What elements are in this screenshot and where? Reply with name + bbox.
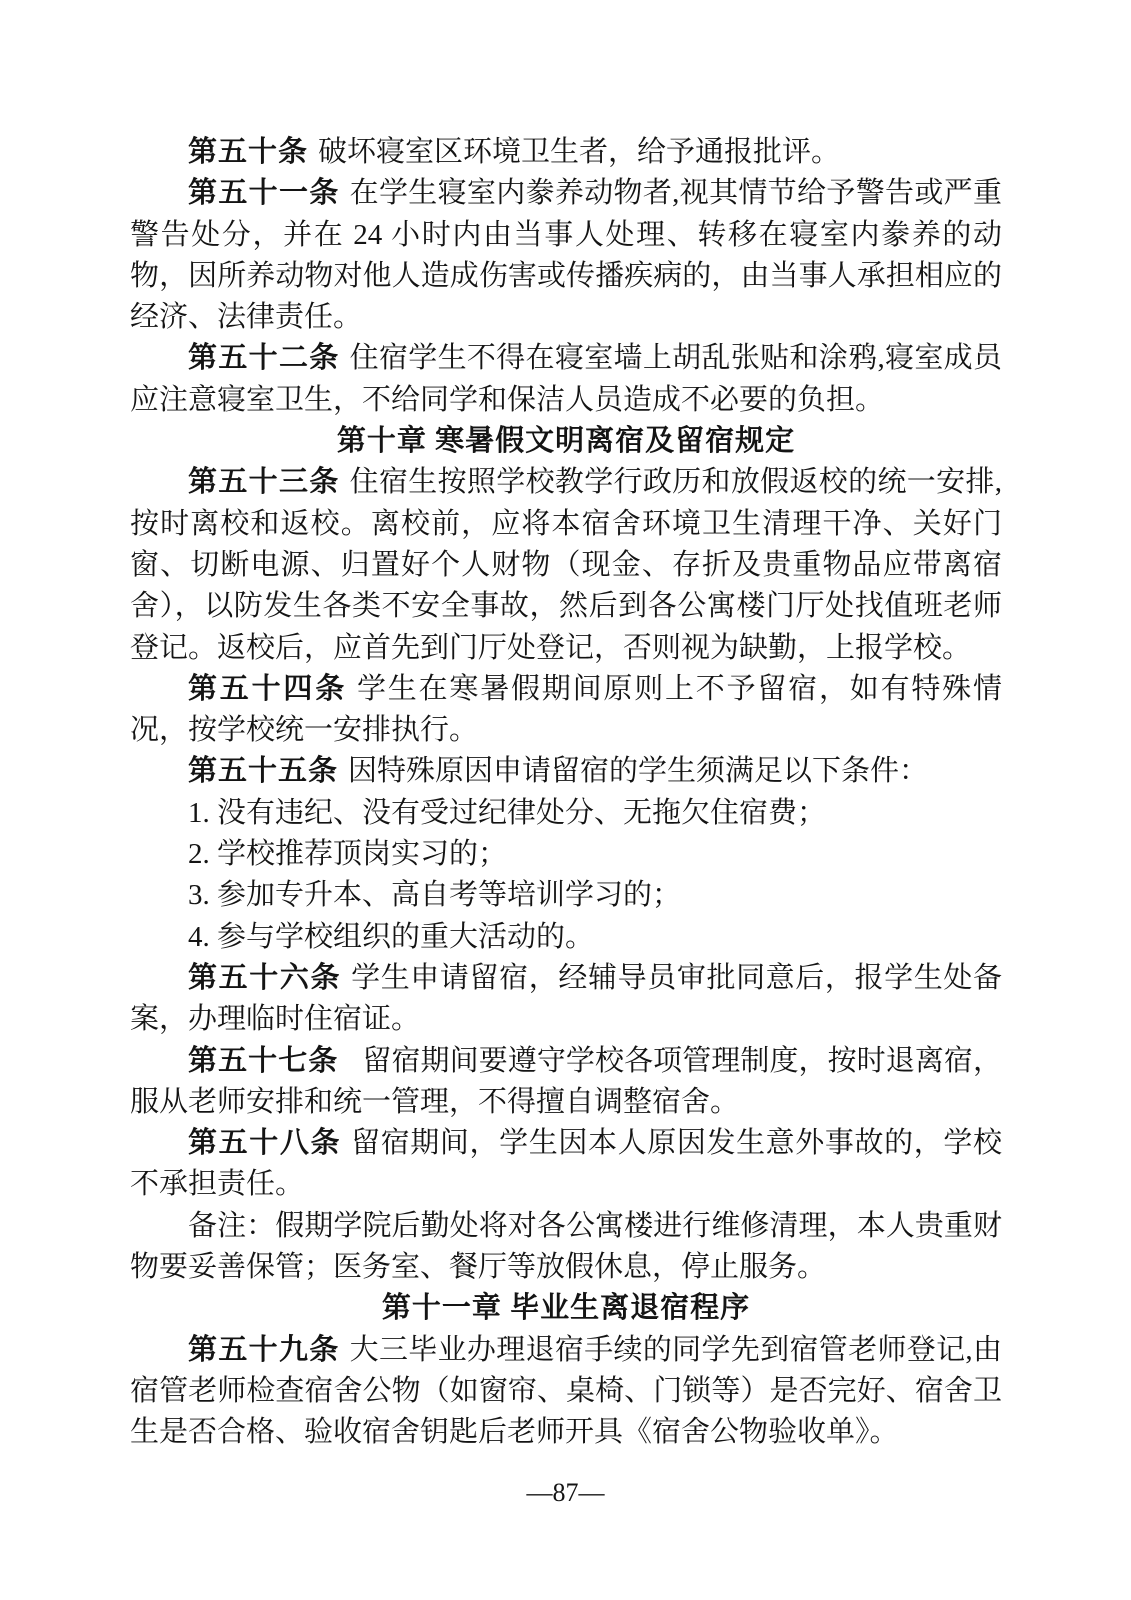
article-number-label: 第五十五条 — [188, 755, 339, 788]
article-text: 大三毕业办理退宿手续的同学先到宿管老师登记,由宿管老师检查宿舍公物（如窗帘、桌椅、门锁等）是否完好、宿舍卫生是否合格、验收宿舍钥匙后老师开具《宿舍公物验收单》。 — [130, 1333, 1002, 1449]
condition-list-item: 2. 学校推荐顶岗实习的； — [188, 838, 508, 871]
article-text: 破坏寝室区环境卫生者，给予通报批评。 — [318, 136, 841, 168]
article-paragraph — [130, 751, 1002, 792]
article-number-label: 第五十二条 — [188, 342, 340, 375]
article-number-label: 第五十条 — [188, 136, 309, 168]
condition-list-item: 4. 参与学校组织的重大活动的。 — [188, 920, 595, 953]
article-paragraph — [130, 1123, 1002, 1206]
page-number: —87— — [526, 1478, 605, 1507]
condition-list-item: 1. 没有违纪、没有受过纪律处分、无拖欠住宿费； — [188, 796, 827, 829]
document-body — [130, 132, 1002, 1454]
article-number-label: 第五十一条 — [188, 177, 340, 210]
chapter-heading: 第十一章 毕业生离退宿程序 — [381, 1292, 751, 1325]
page-footer — [0, 1478, 1131, 1508]
article-text: 住宿生按照学校教学行政历和放假返校的统一安排,按时离校和返校。离校前，应将本宿舍环境卫生清理干净、关好门窗、切断电源、归置好个人财物（现金、存折及贵重物品应带离宿舍），以防发生各类不安全事故，然后到各公寓楼门厅处找值班老师登记。返校后，应首先到门厅处登记，否则视为缺勤，上报学校。 — [130, 466, 1002, 664]
article-text: 学生在寒暑假期间原则上不予留宿，如有特殊情况，按学校统一安排执行。 — [130, 672, 1002, 747]
article-paragraph — [130, 1041, 1002, 1124]
article-text: 住宿学生不得在寝室墙上胡乱张贴和涂鸦,寝室成员应注意寝室卫生，不给同学和保洁人员造成不必要的负担。 — [130, 342, 1002, 416]
article-paragraph — [130, 132, 1002, 173]
condition-list-item: 3. 参加专升本、高自考等培训学习的； — [188, 879, 682, 912]
note-paragraph: 备注：假期学院后勤处将对各公寓楼进行维修清理，本人贵重财物要妥善保管；医务室、餐厅等放假休息，停止服务。 — [130, 1209, 1002, 1284]
article-text: 留宿期间要遵守学校各项管理制度，按时退离宿，服从老师安排和统一管理，不得擅自调整宿舍。 — [130, 1044, 1002, 1118]
article-paragraph — [130, 958, 1002, 1041]
article-paragraph — [130, 462, 1002, 668]
article-paragraph — [130, 173, 1002, 338]
article-number-label: 第五十七条 — [188, 1044, 339, 1077]
article-paragraph — [130, 669, 1002, 752]
article-text: 留宿期间，学生因本人原因发生意外事故的，学校不承担责任。 — [130, 1127, 1002, 1201]
article-number-label: 第五十九条 — [188, 1333, 340, 1366]
article-number-label: 第五十三条 — [188, 466, 340, 499]
article-number-label: 第五十六条 — [188, 961, 342, 994]
article-paragraph — [130, 1330, 1002, 1454]
chapter-heading: 第十章 寒暑假文明离宿及留宿规定 — [336, 425, 796, 458]
article-text: 在学生寝室内豢养动物者,视其情节给予警告或严重警告处分，并在 24 小时内由当事人处理、转移在寝室内豢养的动物，因所养动物对他人造成伤害或传播疾病的，由当事人承担相应的经济、法律责任。 — [130, 177, 1002, 334]
article-text: 学生申请留宿，经辅导员审批同意后，报学生处备案，办理临时住宿证。 — [130, 961, 1002, 1036]
article-number-label: 第五十八条 — [188, 1127, 342, 1160]
article-number-label: 第五十四条 — [188, 672, 347, 705]
article-paragraph — [130, 338, 1002, 421]
article-text: 因特殊原因申请留宿的学生须满足以下条件： — [348, 755, 929, 788]
